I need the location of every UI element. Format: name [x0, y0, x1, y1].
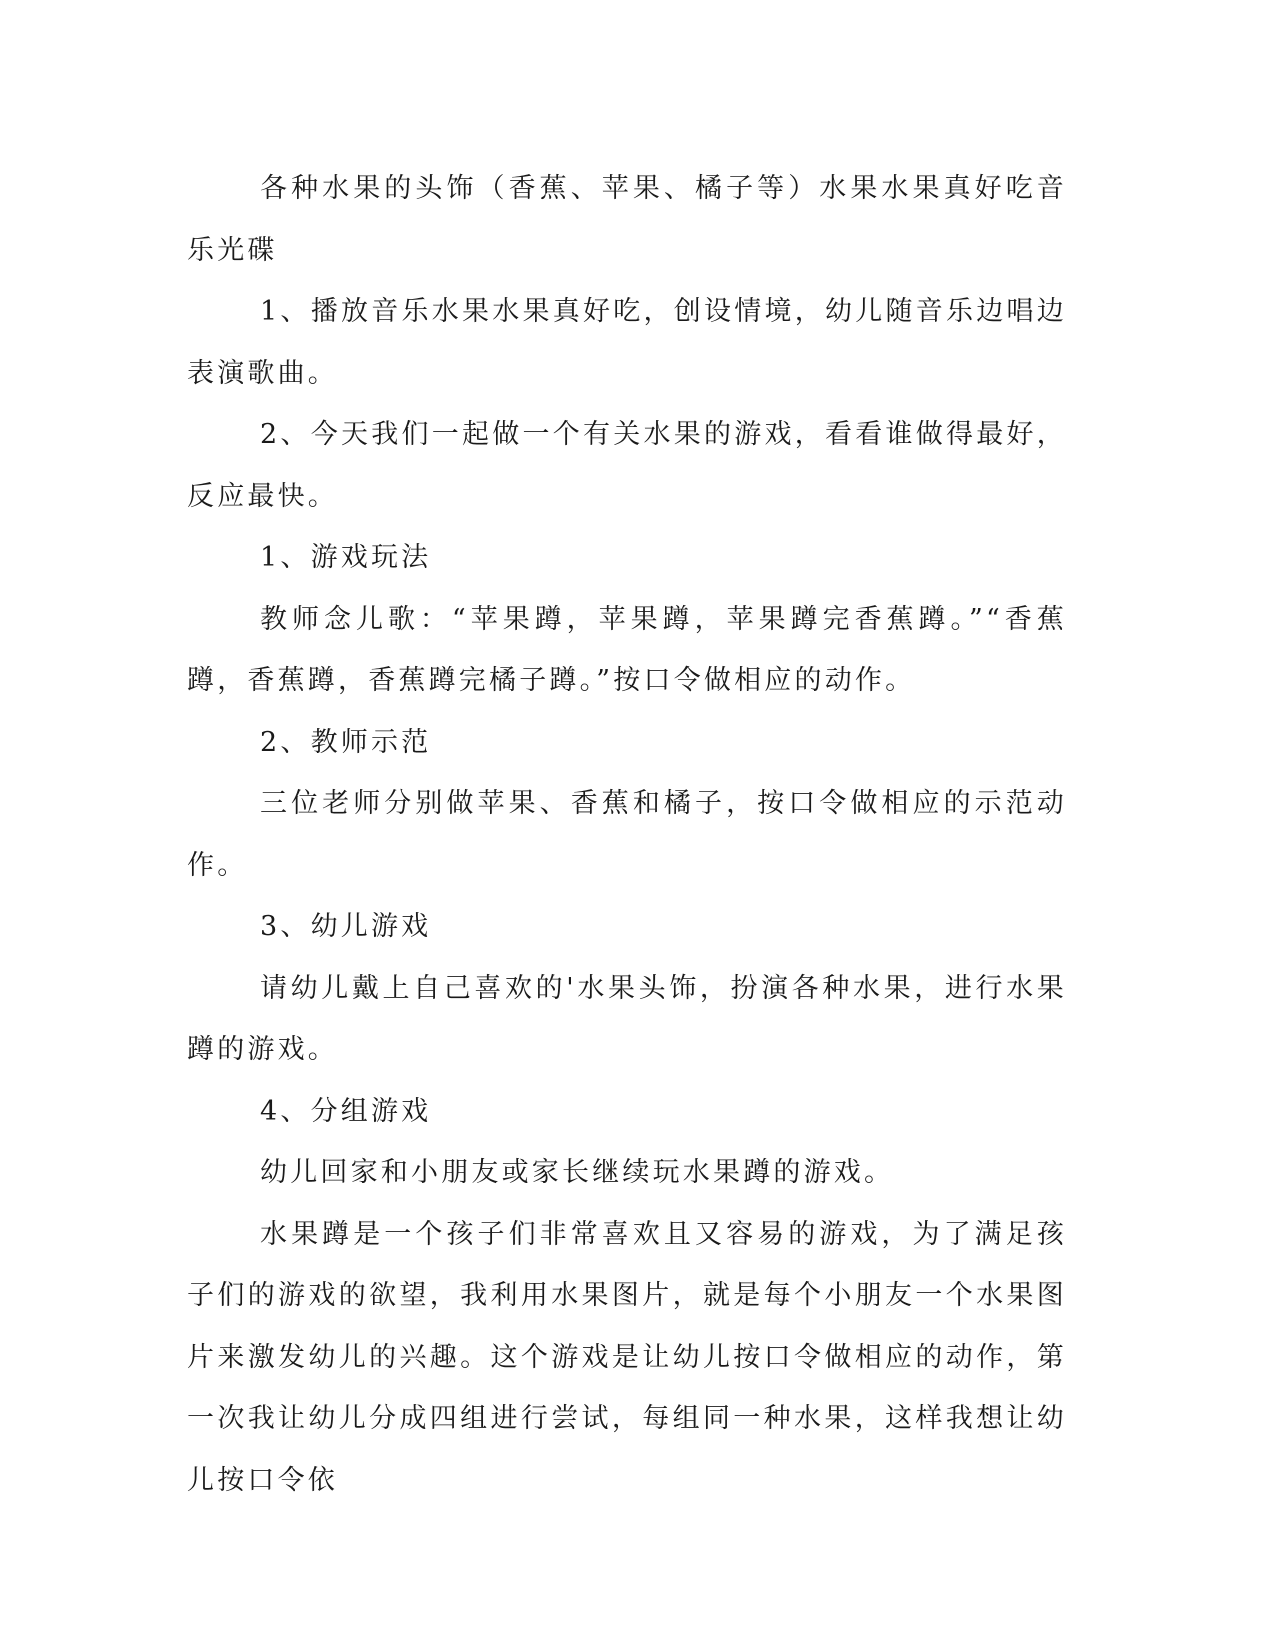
- paragraph-step-play-music: 1、播放音乐水果水果真好吃，创设情境，幼儿随音乐边唱边表演歌曲。: [187, 296, 1067, 389]
- paragraph-group-game: 幼儿回家和小朋友或家长继续玩水果蹲的游戏。: [260, 1157, 895, 1188]
- paragraph-materials: 各种水果的头饰（香蕉、苹果、橘子等）水果水果真好吃音乐光碟: [187, 173, 1067, 266]
- document-body: [187, 158, 1067, 1511]
- paragraph-teacher-demo: 三位老师分别做苹果、香蕉和橘子，按口令做相应的示范动作。: [187, 788, 1067, 881]
- heading-children-game: 3、幼儿游戏: [260, 911, 432, 942]
- heading-group-game: 4、分组游戏: [260, 1095, 432, 1127]
- paragraph-step-introduce-game: 2、今天我们一起做一个有关水果的游戏，看看谁做得最好，反应最快。: [187, 419, 1067, 512]
- paragraph-reflection: 水果蹲是一个孩子们非常喜欢且又容易的游戏，为了满足孩子们的游戏的欲望，我利用水果图片，就是每个小朋友一个水果图片来激发幼儿的兴趣。这个游戏是让幼儿按口令做相应的动作，第一次我让幼儿分成四组进行尝试，每组同一种水果，这样我想让幼儿按口令依: [187, 1218, 1067, 1496]
- paragraph-children-game: 请幼儿戴上自己喜欢的'水果头饰，扮演各种水果，进行水果蹲的游戏。: [187, 972, 1067, 1065]
- heading-game-rules: 1、游戏玩法: [260, 542, 432, 573]
- heading-teacher-demo: 2、教师示范: [260, 726, 432, 758]
- paragraph-rhyme: 教师念儿歌：“苹果蹲，苹果蹲，苹果蹲完香蕉蹲。”“香蕉蹲，香蕉蹲，香蕉蹲完橘子蹲。”按口令做相应的动作。: [187, 603, 1067, 696]
